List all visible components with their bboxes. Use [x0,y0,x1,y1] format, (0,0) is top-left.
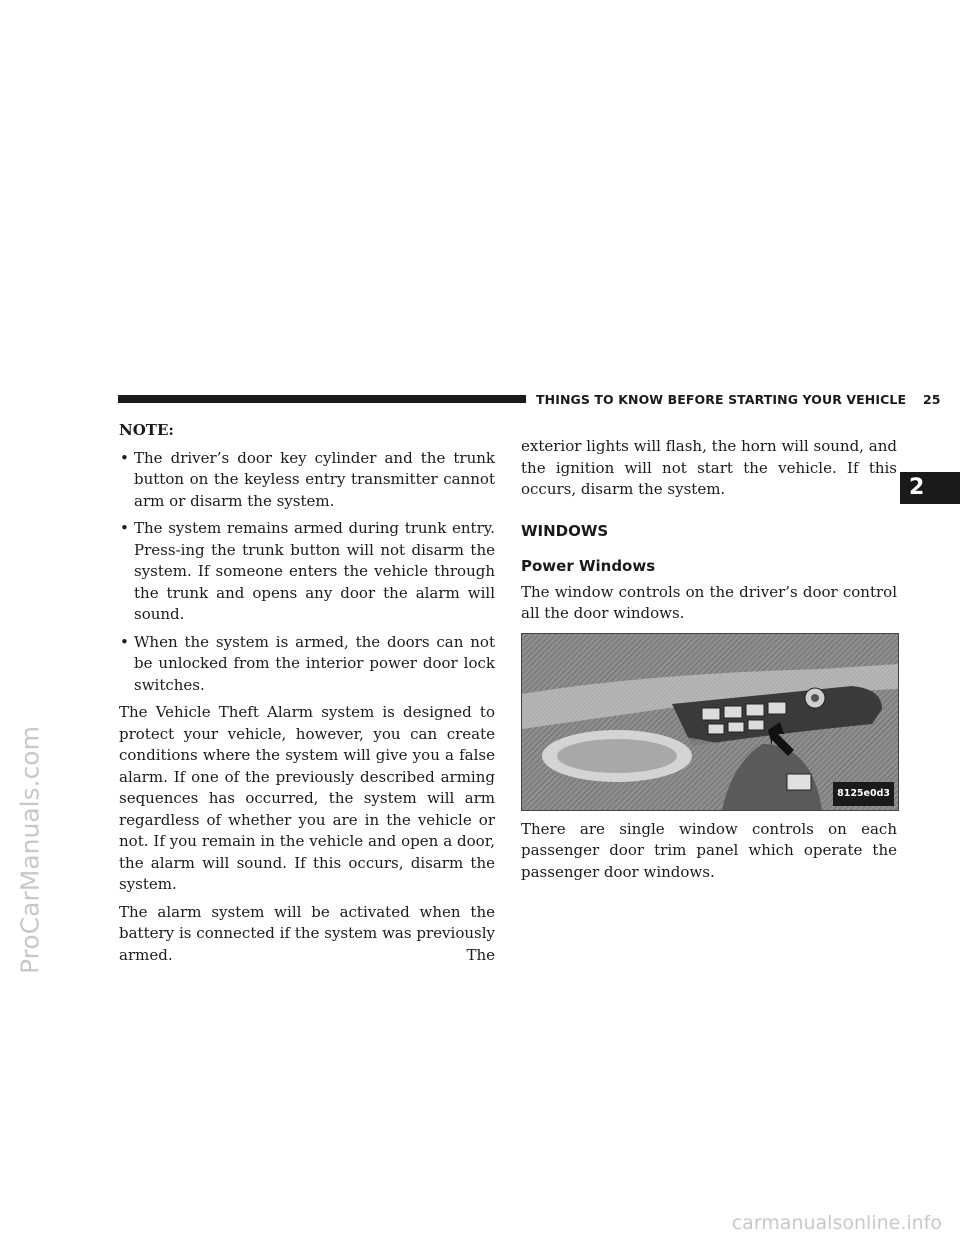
section-heading-windows: WINDOWS [521,521,609,540]
note-bullet-item [119,518,495,626]
side-watermark-text: ProCarManuals.com [15,726,45,974]
side-watermark [10,510,50,1190]
note-bullet-item [119,632,495,697]
intro-paragraph: The window controls on the driver’s door control all the door windows. [521,582,897,622]
header-rule [118,395,526,403]
body-paragraph: The alarm system will be activated when the battery is connected if the system was previously armed. The [119,902,495,964]
bullet-text: The driver’s door key cylinder and the trunk button on the keyless entry transmitter cannot arm or disarm the system. [134,448,495,510]
figure-code-label: 8125e0d3 [833,782,894,806]
bullet-dot-icon: • [120,448,129,467]
continued-paragraph: exterior lights will flash, the horn will sound, and the ignition will not start the vehicle. If this occurs, disarm the system. [521,437,897,498]
left-column [119,420,495,972]
bullet-dot-icon: • [120,632,129,651]
note-bullet-item [119,448,495,513]
note-label: NOTE: [119,421,174,439]
bullet-text: When the system is armed, the doors can not be unlocked from the interior power door lock switches. [134,632,495,694]
header-section-title: THINGS TO KNOW BEFORE STARTING YOUR VEHICLE [536,392,907,407]
subsection-heading-power-windows: Power Windows [521,557,656,575]
door-switch-figure [521,633,899,811]
bullet-text: The system remains armed during trunk entry. Press-ing the trunk button will not disarm the system. If someone enters the vehicle through the trunk and opens any door the alarm will sound. [134,519,495,623]
right-column [521,436,897,889]
bullet-dot-icon: • [120,519,129,537]
note-bullet-list [119,448,495,697]
page-number: 25 [923,392,941,407]
body-paragraph: The Vehicle Theft Alarm system is designed to protect your vehicle, however, you can create conditions where the system will give you a false alarm. If one of the previously described arming sequences has occurred, the system will arm regardless of whether you are in the vehicle or not. If you remain in the vehicle and open a door, the alarm will sound. If this occurs, disarm the system. [119,703,495,893]
bottom-watermark: carmanualsonline.info [731,1212,942,1234]
chapter-tab: 2 [900,472,960,504]
running-header [536,392,941,407]
after-figure-paragraph: There are single window controls on each passenger door trim panel which operate the passenger door windows. [521,819,897,881]
